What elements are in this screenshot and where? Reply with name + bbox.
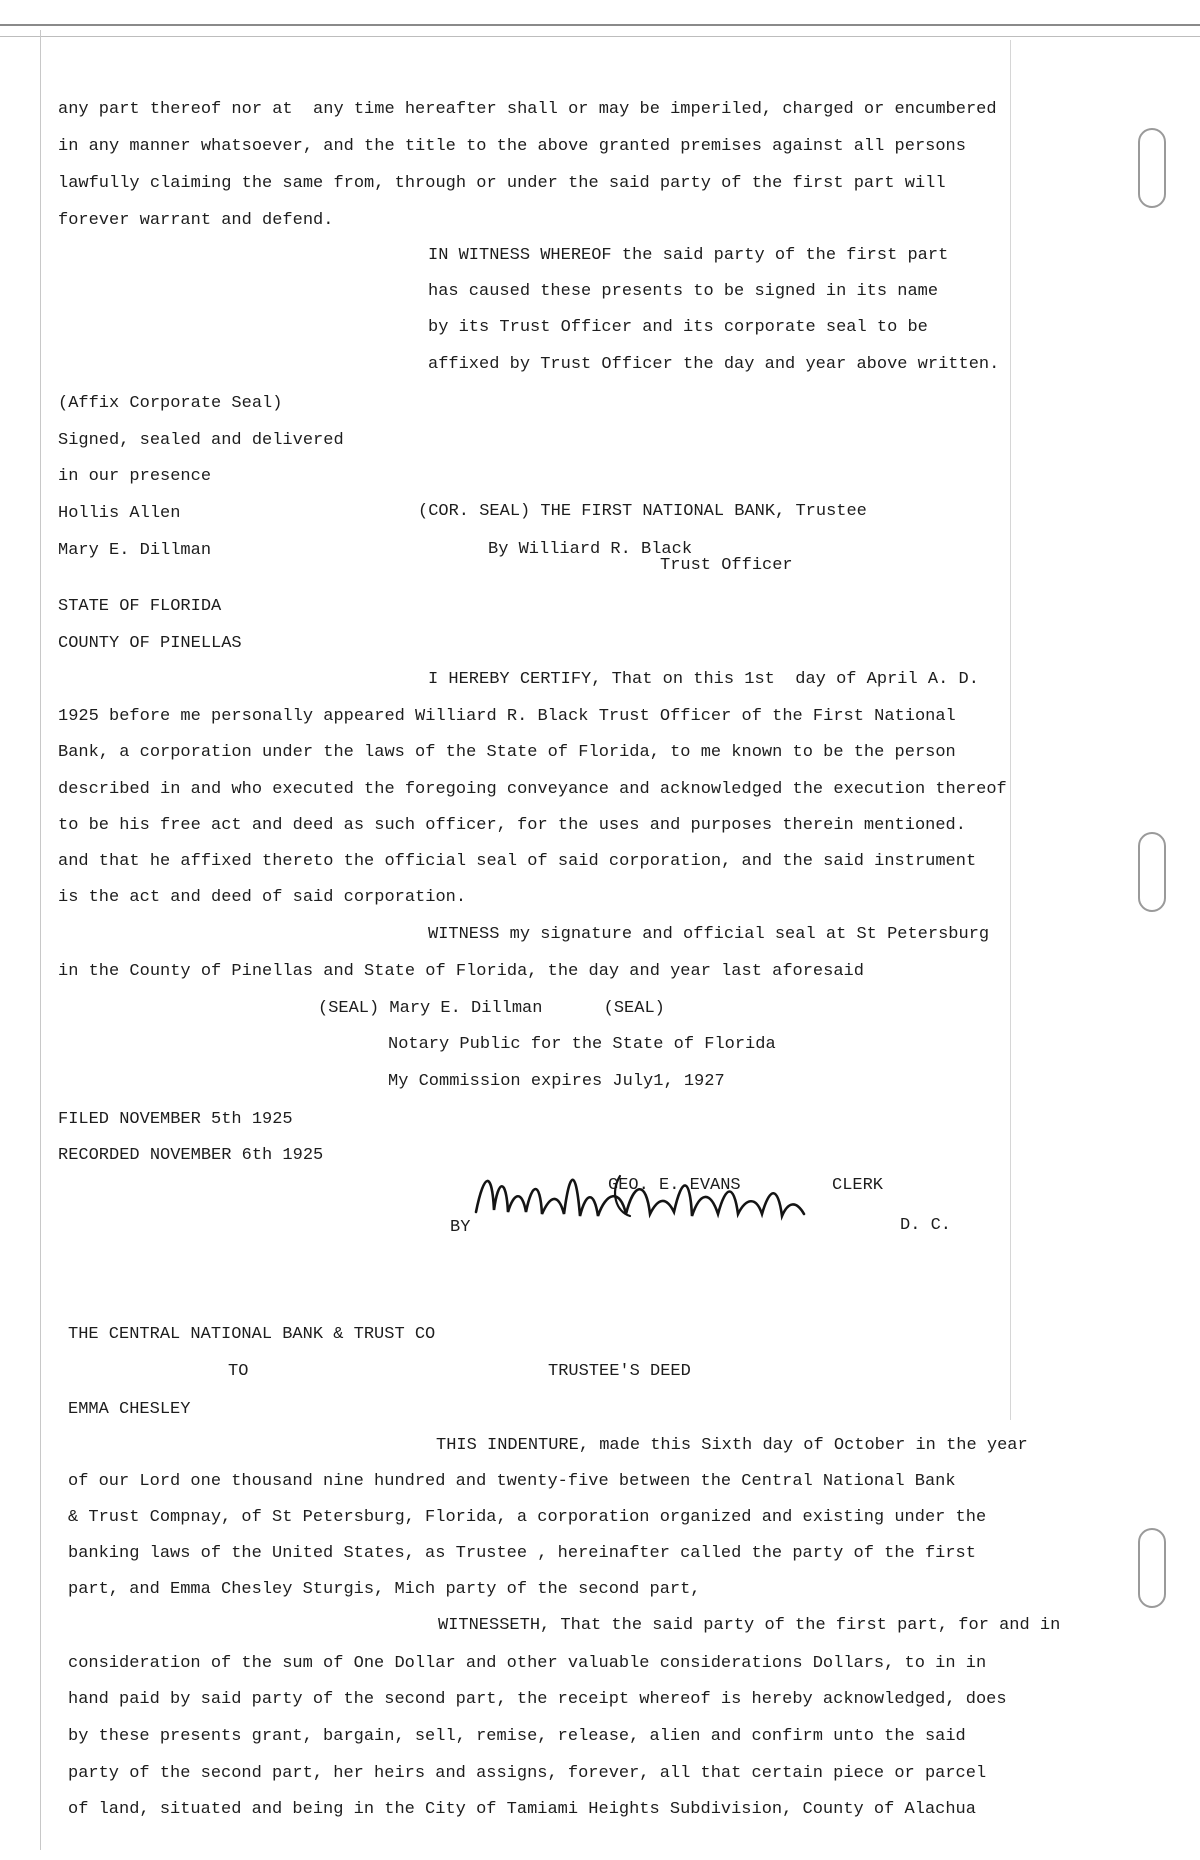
text-line: My Commission expires July1, 1927	[388, 1072, 725, 1091]
text-line: IN WITNESS WHEREOF the said party of the first part	[428, 246, 949, 265]
text-line: party of the second part, her heirs and assigns, forever, all that certain piece or parcel	[68, 1764, 987, 1783]
text-line: FILED NOVEMBER 5th 1925	[58, 1110, 293, 1129]
text-line: I HEREBY CERTIFY, That on this 1st day of April A. D.	[428, 670, 979, 689]
right-margin-rule	[1010, 40, 1011, 1420]
text-line: 1925 before me personally appeared Williard R. Black Trust Officer of the First National	[58, 707, 956, 726]
text-line: By Williard R. Black	[488, 540, 693, 559]
text-line: in any manner whatsoever, and the title to the above granted premises against all persons	[58, 137, 966, 156]
text-line: TO	[228, 1362, 249, 1381]
binder-hole-middle	[1138, 832, 1166, 912]
text-line: BY	[450, 1218, 471, 1237]
text-line: Mary E. Dillman	[58, 541, 212, 560]
text-line: and that he affixed thereto the official seal of said corporation, and the said instrument	[58, 852, 977, 871]
text-line: in our presence	[58, 467, 212, 486]
text-line: Signed, sealed and delivered	[58, 431, 344, 450]
text-line: in the County of Pinellas and State of Florida, the day and year last aforesaid	[58, 962, 864, 981]
text-line: (SEAL) Mary E. Dillman (SEAL)	[318, 999, 665, 1018]
text-line: CLERK	[832, 1176, 884, 1195]
text-line: Bank, a corporation under the laws of the State of Florida, to me known to be the person	[58, 743, 956, 762]
text-line: D. C.	[900, 1216, 952, 1235]
text-line: WITNESS my signature and official seal at St Petersburg	[428, 925, 990, 944]
text-line: GEO. E. EVANS	[608, 1176, 741, 1195]
text-line: forever warrant and defend.	[58, 211, 334, 230]
text-line: (COR. SEAL) THE FIRST NATIONAL BANK, Trustee	[418, 502, 867, 521]
clerk-signature	[470, 1162, 830, 1232]
binder-hole-top	[1138, 128, 1166, 208]
text-line: banking laws of the United States, as Trustee , hereinafter called the party of the first	[68, 1544, 976, 1563]
text-line: any part thereof nor at any time hereafter shall or may be imperiled, charged or encumbered	[58, 100, 997, 119]
text-line: hand paid by said party of the second part, the receipt whereof is hereby acknowledged, does	[68, 1690, 1007, 1709]
text-line: (Affix Corporate Seal)	[58, 394, 283, 413]
text-line: consideration of the sum of One Dollar and other valuable considerations Dollars, to in in	[68, 1654, 987, 1673]
text-line: COUNTY OF PINELLAS	[58, 634, 242, 653]
text-line: described in and who executed the foregoing conveyance and acknowledged the execution thereof	[58, 780, 1007, 799]
text-line: & Trust Compnay, of St Petersburg, Florida, a corporation organized and existing under the	[68, 1508, 987, 1527]
top-rule	[0, 24, 1200, 37]
text-line: Notary Public for the State of Florida	[388, 1035, 776, 1054]
text-line: to be his free act and deed as such officer, for the uses and purposes therein mentioned.	[58, 816, 966, 835]
text-line: STATE OF FLORIDA	[58, 597, 222, 616]
text-line: of our Lord one thousand nine hundred and twenty-five between the Central National Bank	[68, 1472, 956, 1491]
text-line: lawfully claiming the same from, through or under the said party of the first part will	[58, 174, 946, 193]
text-line: by these presents grant, bargain, sell, remise, release, alien and confirm unto the said	[68, 1727, 966, 1746]
text-line: affixed by Trust Officer the day and year above written.	[428, 355, 1000, 374]
text-line: is the act and deed of said corporation.	[58, 888, 467, 907]
text-line: TRUSTEE'S DEED	[548, 1362, 691, 1381]
text-line: THE CENTRAL NATIONAL BANK & TRUST CO	[68, 1325, 436, 1344]
text-line: THIS INDENTURE, made this Sixth day of October in the year	[436, 1436, 1028, 1455]
text-line: part, and Emma Chesley Sturgis, Mich party of the second part,	[68, 1580, 701, 1599]
text-line: by its Trust Officer and its corporate seal to be	[428, 318, 928, 337]
text-line: of land, situated and being in the City of Tamiami Heights Subdivision, County of Alachua	[68, 1800, 976, 1819]
text-line: has caused these presents to be signed in its name	[428, 282, 939, 301]
text-line: WITNESSETH, That the said party of the first part, for and in	[438, 1616, 1061, 1635]
text-line: RECORDED NOVEMBER 6th 1925	[58, 1146, 324, 1165]
left-margin-rule	[40, 30, 41, 1850]
text-line: EMMA CHESLEY	[68, 1400, 191, 1419]
binder-hole-bottom	[1138, 1528, 1166, 1608]
text-line: Hollis Allen	[58, 504, 181, 523]
text-line: Trust Officer	[660, 556, 793, 575]
